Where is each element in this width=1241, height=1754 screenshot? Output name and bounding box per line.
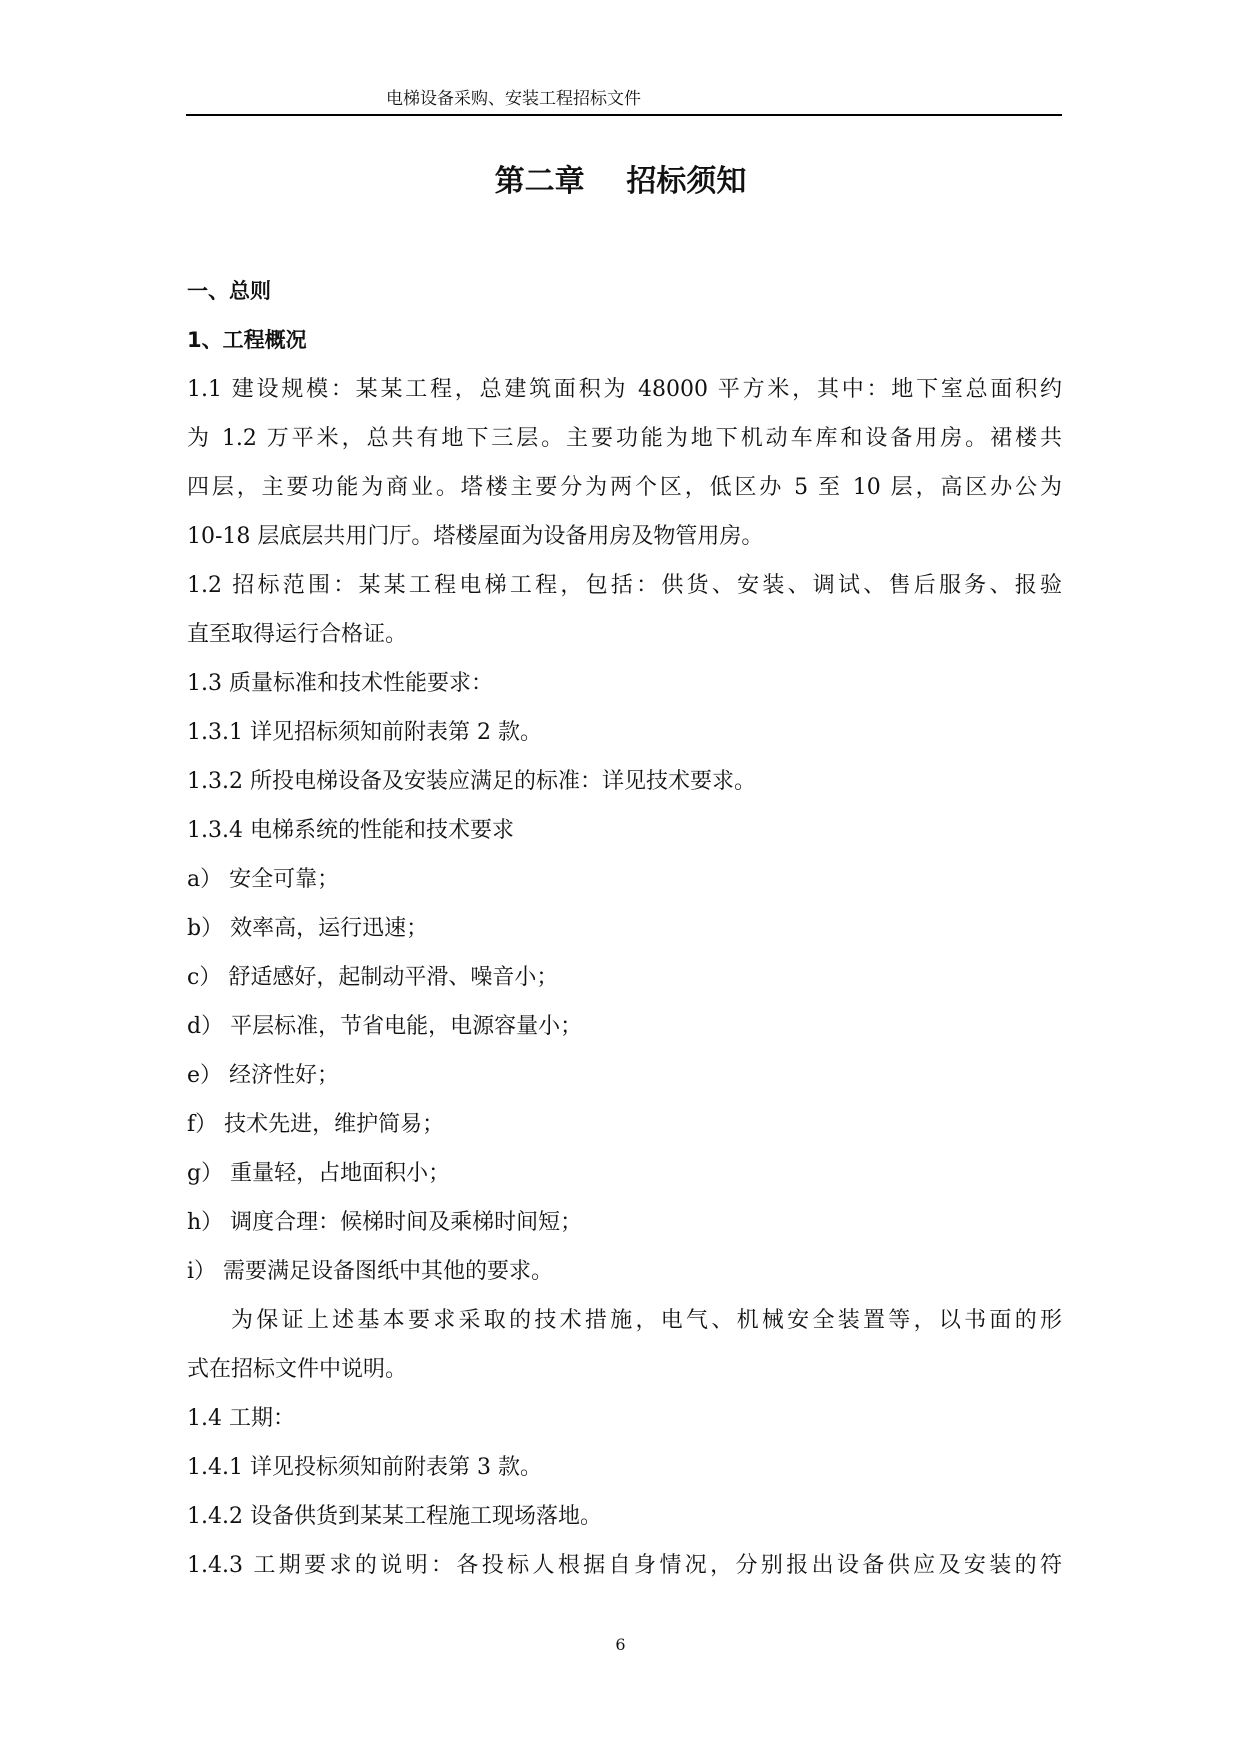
list-item: d） 平层标准，节省电能，电源容量小；: [187, 1014, 583, 1039]
paragraph-line: 式在招标文件中说明。: [187, 1357, 408, 1382]
list-item: f） 技术先进，维护简易；: [187, 1112, 445, 1137]
paragraph-line: 1.2 招标范围：某某工程电梯工程，包括：供货、安装、调试、售后服务、报验: [187, 573, 1062, 598]
paragraph-line: 为 1.2 万平米，总共有地下三层。主要功能为地下机动车库和设备用房。裙楼共: [187, 426, 1062, 451]
list-item: e） 经济性好；: [187, 1063, 340, 1088]
paragraph-line: 1.4.2 设备供货到某某工程施工现场落地。: [187, 1504, 602, 1529]
paragraph-line: 1.3 质量标准和技术性能要求：: [187, 671, 493, 696]
paragraph-line: 为保证上述基本要求采取的技术措施，电气、机械安全装置等，以书面的形: [231, 1308, 1062, 1333]
list-item: b） 效率高，运行迅速；: [187, 916, 429, 941]
paragraph-line: 1.1 建设规模：某某工程，总建筑面积为 48000 平方米，其中：地下室总面积约: [187, 377, 1062, 402]
list-item: h） 调度合理：候梯时间及乘梯时间短；: [187, 1210, 583, 1235]
paragraph-line: 四层，主要功能为商业。塔楼主要分为两个区，低区办 5 至 10 层，高区办公为: [187, 475, 1062, 500]
page-number: 6: [615, 1635, 626, 1654]
paragraph-line: 1.3.1 详见招标须知前附表第 2 款。: [187, 720, 542, 745]
page-header: [186, 84, 1062, 116]
document-body: [187, 267, 1062, 1590]
paragraph-line: 1.3.2 所投电梯设备及安装应满足的标准：详见技术要求。: [187, 769, 756, 794]
paragraph-line: 1.4 工期：: [187, 1406, 295, 1431]
chapter-title: 第二章 招标须知: [494, 164, 747, 199]
header-title: 电梯设备采购、安装工程招标文件: [386, 89, 641, 109]
paragraph-line: 10-18 层底层共用门厅。塔楼屋面为设备用房及物管用房。: [187, 524, 764, 549]
list-item: a） 安全可靠；: [187, 867, 340, 892]
paragraph-line: 直至取得运行合格证。: [187, 622, 408, 647]
list-item: g） 重量轻，占地面积小；: [187, 1161, 451, 1186]
subsection-heading: 1、工程概况: [187, 328, 307, 352]
section-heading: 一、总则: [187, 279, 271, 303]
list-item: c） 舒适感好，起制动平滑、噪音小；: [187, 965, 559, 990]
list-item: i） 需要满足设备图纸中其他的要求。: [187, 1259, 554, 1284]
paragraph-line: 1.4.3 工期要求的说明：各投标人根据自身情况，分别报出设备供应及安装的符: [187, 1553, 1062, 1578]
paragraph-line: 1.3.4 电梯系统的性能和技术要求: [187, 818, 514, 843]
paragraph-line: 1.4.1 详见投标须知前附表第 3 款。: [187, 1455, 542, 1480]
